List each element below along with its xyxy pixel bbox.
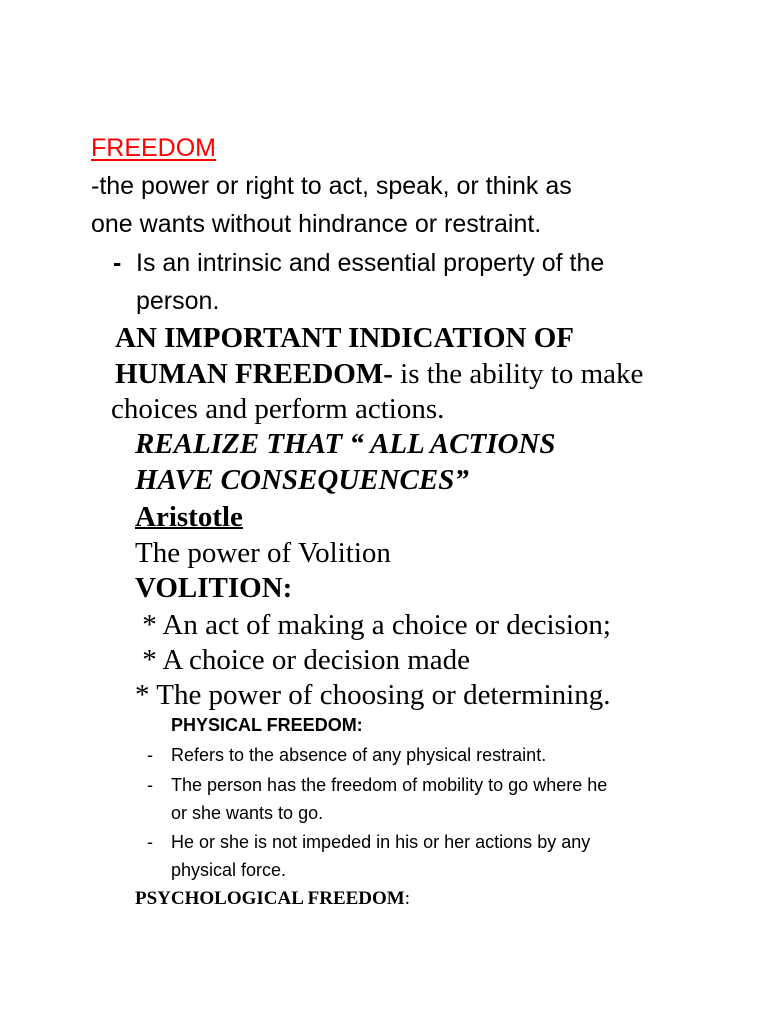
bullet-line-1: Is an intrinsic and essential property of the [136,249,605,277]
realize-line-2: HAVE CONSEQUENCES” [135,464,469,496]
volition-item: * An act of making a choice or decision; [135,609,611,641]
aristotle-heading: Aristotle [135,501,243,533]
physical-point-marker: - [147,832,153,852]
definition-line-1: -the power or right to act, speak, or think as [91,172,572,200]
physical-point-text: physical force. [171,860,287,880]
definition-line-2: one wants without hindrance or restraint. [91,210,542,238]
bullet-line-2: person. [136,287,220,315]
indication-heading-line-2: HUMAN FREEDOM- [115,358,393,390]
indication-heading-line-1: AN IMPORTANT INDICATION OF [115,322,574,354]
volition-item: * The power of choosing or determining. [135,679,611,711]
physical-point-marker: - [147,745,153,765]
realize-line-1: REALIZE THAT “ ALL ACTIONS [135,428,556,460]
physical-freedom-heading: PHYSICAL FREEDOM: [171,715,363,735]
physical-point-text: The person has the freedom of mobility to go where he [171,775,608,795]
indication-line-2 [115,358,643,391]
physical-point-text: or she wants to go. [171,803,324,823]
volition-heading: VOLITION: [135,572,293,604]
indication-line-3: choices and perform actions. [111,393,445,425]
psychological-freedom-colon: : [404,888,411,909]
volition-item: * A choice or decision made [135,644,471,676]
aristotle-power-line: The power of Volition [135,537,391,569]
physical-point-marker: - [147,775,153,795]
psychological-freedom-label: PSYCHOLOGICAL FREEDOM [135,888,405,909]
psychological-freedom-heading [135,888,410,910]
indication-line-2-rest: is the ability to make [392,358,644,390]
physical-point-text: He or she is not impeded in his or her actions by any [171,832,591,852]
bullet-marker: - [113,249,122,277]
physical-point-text: Refers to the absence of any physical restraint. [171,745,547,765]
document-title: FREEDOM [91,134,216,162]
